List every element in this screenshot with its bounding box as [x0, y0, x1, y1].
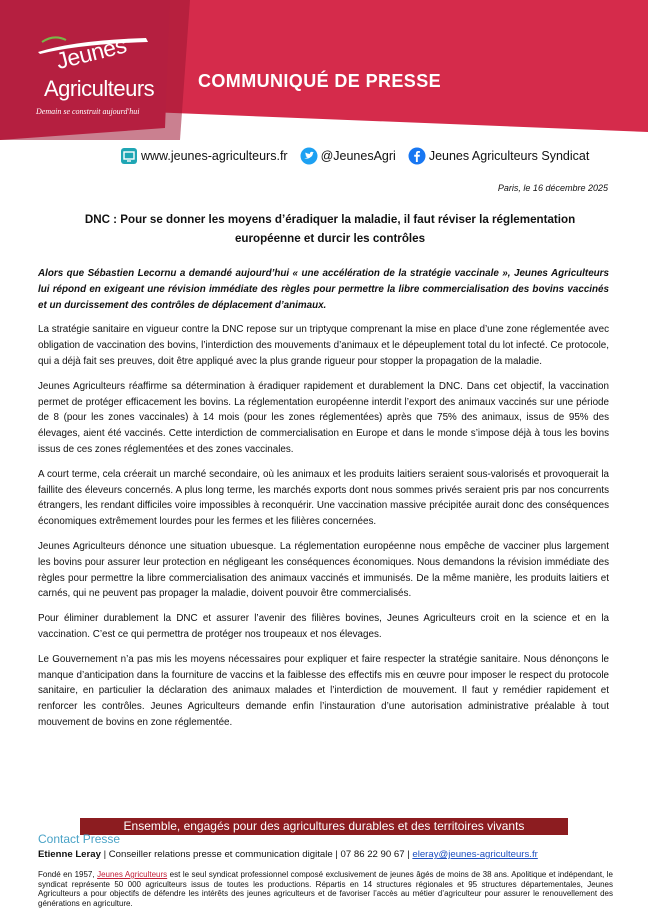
contact-role-phone: | Conseiller relations presse et communication digitale | 07 86 22 90 67 | [100, 849, 413, 860]
organization-link[interactable]: Jeunes Agriculteurs [97, 870, 168, 879]
logo[interactable] [36, 31, 166, 126]
headline: DNC : Pour se donner les moyens d’éradiquer la maladie, il faut réviser la réglementation européenne et durcir les contrôles [84, 213, 576, 245]
facebook-icon [408, 147, 426, 165]
twitter-icon [300, 147, 318, 165]
contact-email-link[interactable]: eleray@jeunes-agriculteurs.fr [412, 849, 538, 860]
body-paragraph-5: Pour éliminer durablement la DNC et assurer l’avenir des filières bovines, Jeunes Agriculteurs croit en la science et en la vaccination. C’est ce qui permettra de protéger nos troupeaux et nos élevages. [38, 613, 609, 640]
body-paragraph-6: Le Gouvernement n’a pas mis les moyens nécessaires pour expliquer et faire respecter la stratégie sanitaire. Nous dénonçons le manque d’anticipation dans la fourniture de vaccins et la faiblesse des effectifs mis en œuvre pour imposer le respect du protocole sanitaire, en particulier la déclaration des animaux malades et l’interdiction de mouvement. Il faut y remédier rapidement et renforcer les contrôles. Jeunes Agriculteurs demande enfin l’instauration d’une autorisation administrative préalable à tout mouvement de bovins en zone réglementée. [38, 653, 609, 728]
web-icon [120, 147, 138, 165]
about-prefix: Fondé en 1957, [38, 870, 98, 879]
body-paragraph-4: Jeunes Agriculteurs dénonce une situation ubuesque. La réglementation européenne nous empêche de vacciner plus largement les bovins pour assurer leur protection en négligeant les conséquences économiques. Nous demandons la révision immédiate des règles pour permettre la libre commercialisation des animaux vaccinés et immunisés. De la même manière, les produits laitiers et carnés, qui ne peuvent pas propager la maladie, doivent pouvoir être commercialisés. [38, 540, 609, 600]
twitter-handle[interactable]: @JeunesAgri [320, 149, 396, 163]
about-text: est le seul syndicat professionnel composé exclusivement de jeunes âgés de moins de 38 ans. Apolitique et indépendant, le syndicat représente 50 000 agriculteurs issus de toutes les productions. Répartis en 14 structures régionales et 95 structures départementales, Jeunes Agriculteurs a pour objectifs de défendre les intérêts des jeunes agriculteurs et de favoriser l’accès au métier d’agriculteur pour assurer le renouvellement des générations en agriculture. [38, 870, 613, 908]
lead-paragraph: Alors que Sébastien Lecornu a demandé aujourd’hui « une accélération de la stratégie vaccinale », Jeunes Agriculteurs lui répond en exigeant une révision immédiate des règles pour permettre la libre commercialisation des bovins vaccinés et un durcissement des contrôles de déplacement d’animaux. [38, 268, 609, 311]
contact-name: Etienne Leray [38, 849, 101, 860]
facebook-page-link[interactable]: Jeunes Agriculteurs Syndicat [428, 149, 590, 163]
body-paragraph-2: Jeunes Agriculteurs réaffirme sa détermination à éradiquer rapidement et durablement la DNC. Dans cet objectif, la vaccination permet de protéger efficacement les bovins. La réglementation européenne interdit l’export des animaux vaccinés sur une période de 8 (pour les zones vaccinales) à 14 mois (pour les zones réglementées) après que 75% des animaux, issus de 95% des élevages, aient été vaccinés. Cette interdiction de commercialisation en Europe et dans le monde s’impose déjà à tous les bovins issus de ces zones réglementées et des zones vaccinales. [38, 380, 609, 455]
body-paragraph-1: La stratégie sanitaire en vigueur contre la DNC repose sur un triptyque comprenant la mise en place d’une zone réglementée avec obligation de vaccination des bovins, l’interdiction des mouvements d’animaux et le dépeuplement total du lot infecté. Ce protocole, qui a déjà fait ses preuves, doit être appliqué avec la plus grande rigueur pour stopper la propagation de la maladie. [38, 324, 609, 367]
logo-tagline: Demain se construit aujourd'hui [36, 107, 140, 116]
article-body [38, 266, 609, 740]
slogan-banner: Ensemble, engagés pour des agricultures durables et des territoires vivants [80, 818, 568, 835]
logo-word-agriculteurs: Agriculteurs [44, 76, 155, 101]
website-link[interactable]: www.jeunes-agriculteurs.fr [141, 149, 288, 163]
contact-heading: Contact Presse [38, 832, 121, 846]
logo-word-jeunes: Jeunes [53, 31, 129, 75]
release-date: Paris, le 16 décembre 2025 [497, 183, 608, 193]
header-banner [0, 0, 648, 140]
social-links-bar [120, 145, 620, 167]
body-paragraph-3: A court terme, cela créerait un marché secondaire, où les animaux et les produits laitiers seraient sous-valorisés et provoquerait la faillite des éleveurs concernés. A plus long terme, les marchés exports dont nous sommes privés seraient pris par nos concurrents étrangers, les rendant difficiles voire impossibles à reconquérir. Une vaccination massive précipitée aurait donc des conséquences économiques extrêmement lourdes pour les fermes et les filières concernées. [38, 468, 609, 528]
press-release-title: COMMUNIQUÉ DE PRESSE [198, 71, 442, 91]
contact-details [38, 849, 538, 860]
organization-description [38, 870, 613, 908]
